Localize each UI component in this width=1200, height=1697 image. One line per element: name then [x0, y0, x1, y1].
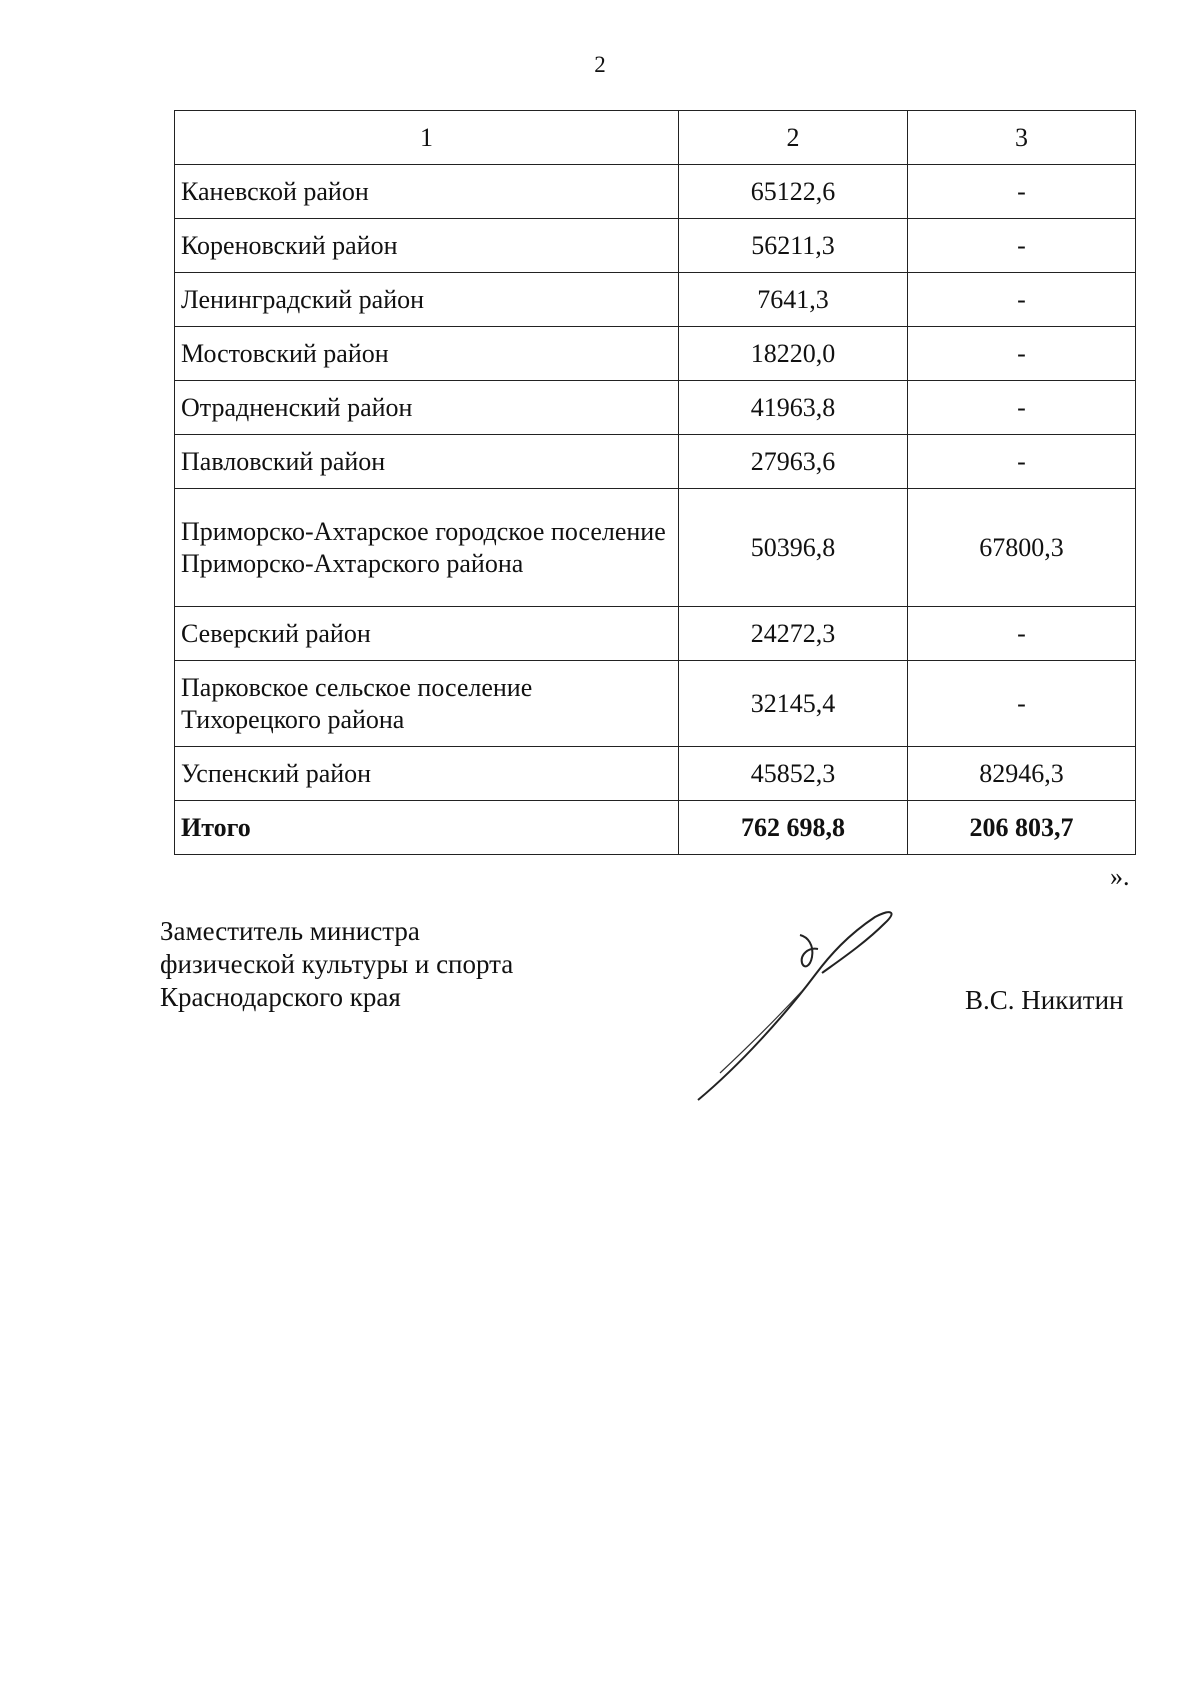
handwritten-signature [690, 905, 920, 1105]
amount-col3: - [908, 165, 1136, 219]
amount-col3: 82946,3 [908, 747, 1136, 801]
amount-col2: 27963,6 [679, 435, 908, 489]
header-cell-1: 1 [175, 111, 679, 165]
table-row [175, 327, 1136, 381]
amount-col3: - [908, 381, 1136, 435]
district-name: Павловский район [175, 435, 679, 489]
signatory-title-line: Краснодарского края [160, 982, 401, 1012]
table-row [175, 165, 1136, 219]
amount-col2: 56211,3 [679, 219, 908, 273]
amount-col3: - [908, 661, 1136, 747]
table-row [175, 489, 1136, 607]
table-row [175, 219, 1136, 273]
page-number: 2 [594, 52, 606, 77]
amount-col2: 18220,0 [679, 327, 908, 381]
closing-quote: ». [1110, 862, 1130, 891]
district-name: Мостовский район [175, 327, 679, 381]
district-name: Кореновский район [175, 219, 679, 273]
district-name: Парковское сельское поселение Тихорецкого района [175, 661, 679, 747]
header-cell-2: 2 [679, 111, 908, 165]
table-row [175, 607, 1136, 661]
amount-col2: 7641,3 [679, 273, 908, 327]
total-col3: 206 803,7 [908, 801, 1136, 855]
total-label: Итого [175, 801, 679, 855]
amount-col3: - [908, 435, 1136, 489]
table-row [175, 273, 1136, 327]
amount-col3: - [908, 273, 1136, 327]
table-row [175, 435, 1136, 489]
amount-col2: 50396,8 [679, 489, 908, 607]
district-name: Успенский район [175, 747, 679, 801]
district-name: Отрадненский район [175, 381, 679, 435]
signatory-title [160, 915, 513, 1014]
district-name: Каневской район [175, 165, 679, 219]
table-row [175, 381, 1136, 435]
amount-col2: 24272,3 [679, 607, 908, 661]
amount-col3: - [908, 219, 1136, 273]
table-header-row [175, 111, 1136, 165]
signatory-title-line: Заместитель министра [160, 916, 420, 946]
amount-col3: - [908, 607, 1136, 661]
amount-col2: 45852,3 [679, 747, 908, 801]
data-table [174, 110, 1136, 855]
amount-col2: 41963,8 [679, 381, 908, 435]
table-total-row [175, 801, 1136, 855]
district-name: Приморско-Ахтарское городское поселение Приморско-Ахтарского района [175, 489, 679, 607]
table-row [175, 661, 1136, 747]
header-cell-3: 3 [908, 111, 1136, 165]
signatory-title-line: физической культуры и спорта [160, 949, 514, 979]
district-name: Ленинградский район [175, 273, 679, 327]
amount-col2: 65122,6 [679, 165, 908, 219]
district-name: Северский район [175, 607, 679, 661]
table-row [175, 747, 1136, 801]
amount-col2: 32145,4 [679, 661, 908, 747]
amount-col3: 67800,3 [908, 489, 1136, 607]
amount-col3: - [908, 327, 1136, 381]
signatory-name: В.С. Никитин [965, 985, 1124, 1015]
total-col2: 762 698,8 [679, 801, 908, 855]
